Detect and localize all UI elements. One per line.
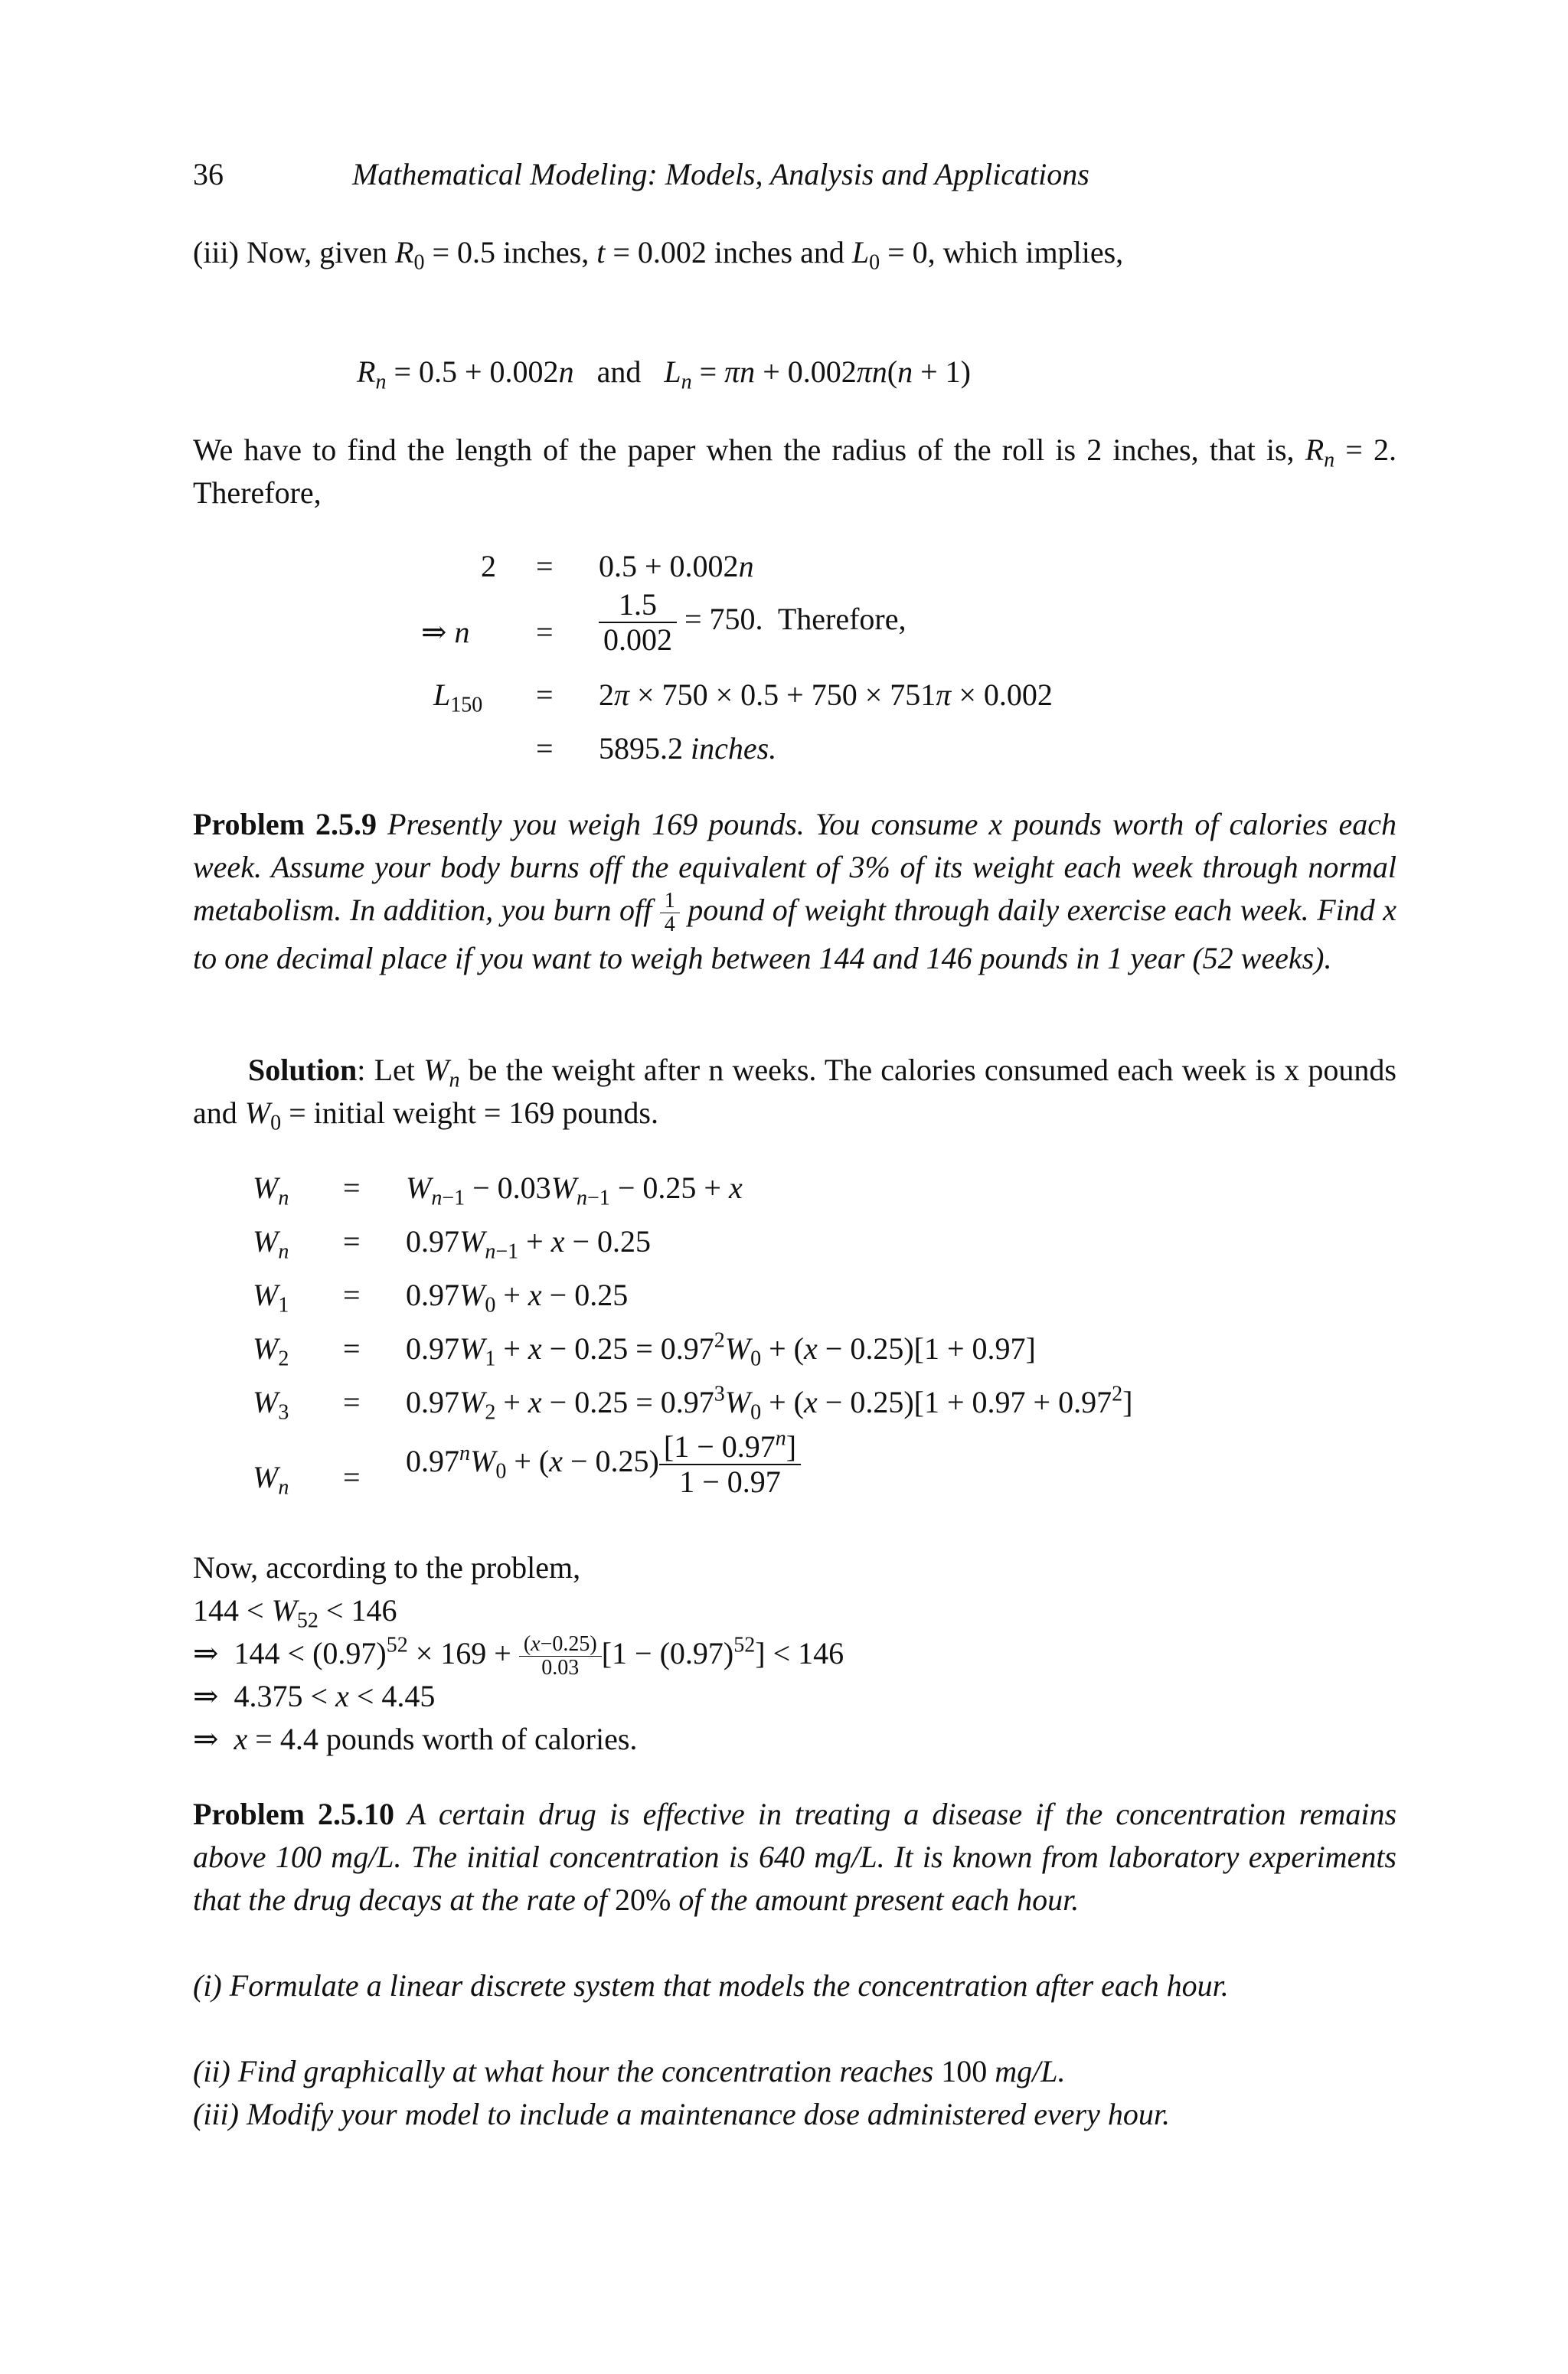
page-number: 36	[193, 157, 224, 191]
inequality-line-2: ⇒ $144 < (0.97)^{52} \times 169$ + $\frac{(x-0.25)}{0.03}$ $[1 - (0.97)^{52}] < 146$	[193, 1631, 844, 1680]
problem-2-5-10-item-ii: (ii) Find graphically at what hour the concentration reaches 100 mg/L.	[193, 2054, 1066, 2088]
find-length-paragraph: We have to find the length of the paper when the radius of the roll is 2 inches, that is, $R_n = 2$. Therefore,	[193, 433, 1396, 510]
part-iii-intro: (iii) Now, given $R_0 = 0.5$ inches, t = 0.002 inches and $L_0 = 0$, which implies,	[193, 235, 1124, 275]
inequality-line-1: $144 < W_{52} < 146$	[193, 1593, 397, 1633]
problem-2-5-10-item-i: (i) Formulate a linear discrete system that models the concentration after each hour.	[193, 1968, 1229, 2003]
running-title: Mathematical Modeling: Models, Analysis and Applications	[352, 157, 1089, 191]
according-line: Now, according to the problem,	[193, 1550, 581, 1585]
rn-ln-formula: $R_n = 0.5 + 0.002n$ and $L_n = \pi n + 0.002\pi n(n + 1)$	[357, 354, 972, 394]
solution-label: Solution	[248, 1053, 358, 1087]
problem-label: Problem 2.5.9	[193, 807, 377, 841]
problem-label-2: Problem 2.5.10	[193, 1797, 394, 1831]
problem-2-5-10: Problem 2.5.10 A certain drug is effective in treating a disease if the concentration remains above 100 mg/L. The initial concentration is 640 mg/L. It is known from laboratory experiments that the drug decays at the rate of 20% of the amount present each hour.	[193, 1797, 1397, 1917]
solution-paragraph: Solution: Let $W_n$ be the weight after n weeks. The calories consumed each week is x pounds and $W_0$ = initial weight = 169 pounds.	[193, 1053, 1396, 1135]
problem-2-5-9: Problem 2.5.9 Presently you weigh 169 pounds. You consume x pounds worth of calories each week. Assume your body burns off the equivalent of 3% of its weight each week through normal metabolism. In addition, you burn off $\frac{1}{4}$ pound of weight through daily exercise each week. Find x to one decimal place if you want to weigh between 144 and 146 pounds in 1 year (52 weeks).	[193, 807, 1397, 976]
inequality-line-3: ⇒ 4.375 < x < 4.45	[193, 1679, 436, 1713]
answer-line: ⇒ x = 4.4 pounds worth of calories.	[193, 1722, 638, 1756]
problem-2-5-10-item-iii: (iii) Modify your model to include a maintenance dose administered every hour.	[193, 2097, 1170, 2131]
